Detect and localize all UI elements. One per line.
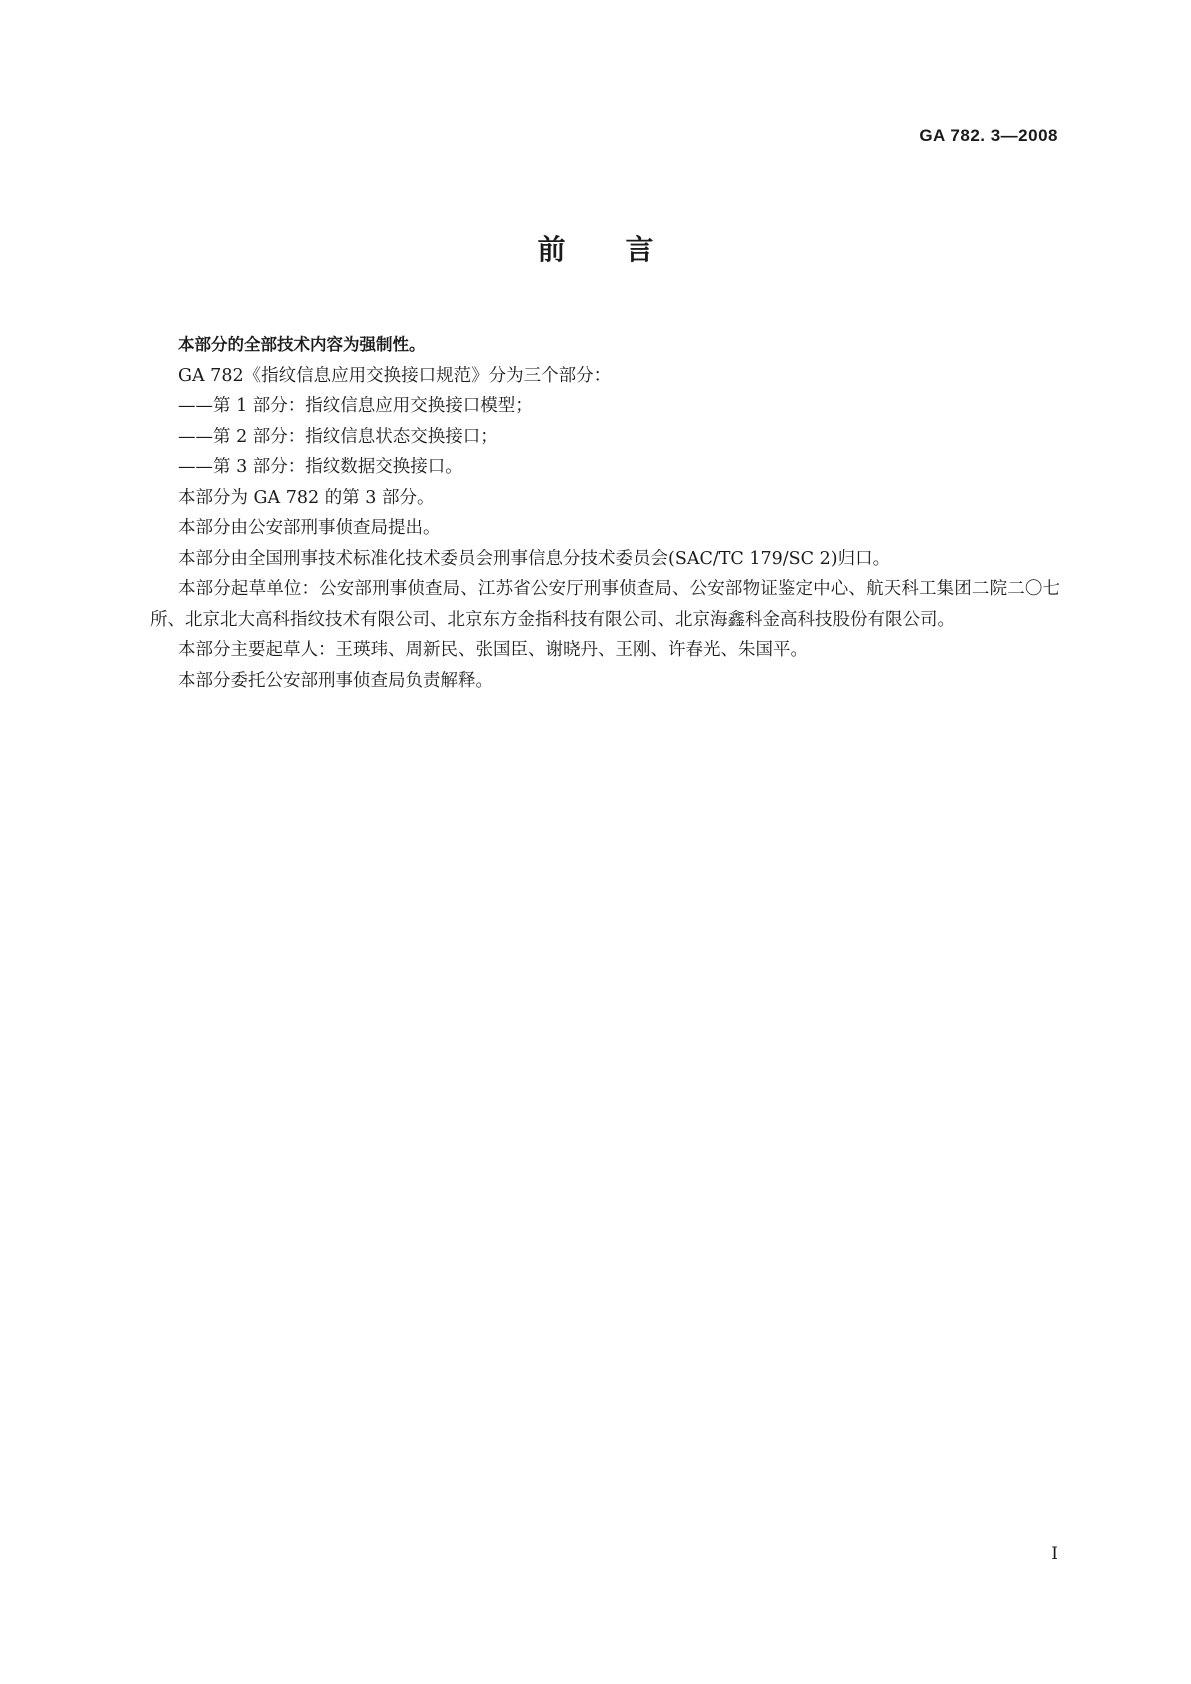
paragraph: 本部分由公安部刑事侦查局提出。 xyxy=(178,518,441,538)
standard-code: GA 782. 3—2008 xyxy=(919,126,1058,145)
paragraph: 本部分由全国刑事技术标准化技术委员会刑事信息分技术委员会(SAC/TC 179/SC 2)归口。 xyxy=(178,548,891,569)
list-item: ——第 3 部分：指纹数据交换接口。 xyxy=(178,457,463,477)
page-title: 前言 xyxy=(537,233,714,266)
paragraph: 本部分为 GA 782 的第 3 部分。 xyxy=(178,487,435,508)
paragraph: 本部分委托公安部刑事侦查局负责解释。 xyxy=(178,670,493,691)
foreword-body xyxy=(150,330,1060,696)
paragraph: 本部分主要起草人：王瑛玮、周新民、张国臣、谢晓丹、王刚、许春光、朱国平。 xyxy=(178,640,808,660)
mandatory-statement: 本部分的全部技术内容为强制性。 xyxy=(178,335,426,354)
paragraph: GA 782《指纹信息应用交换接口规范》分为三个部分： xyxy=(178,365,612,386)
list-item: ——第 2 部分：指纹信息状态交换接口； xyxy=(178,426,498,447)
list-item: ——第 1 部分：指纹信息应用交换接口模型； xyxy=(178,396,533,416)
page-number: I xyxy=(1051,1544,1058,1564)
paragraph: 本部分起草单位：公安部刑事侦查局、江苏省公安厅刑事侦查局、公安部物证鉴定中心、航天科工集团二院二〇七所、北京北大高科指纹技术有限公司、北京东方金指科技有限公司、北京海鑫科金高科技股份有限公司。 xyxy=(150,579,1060,630)
